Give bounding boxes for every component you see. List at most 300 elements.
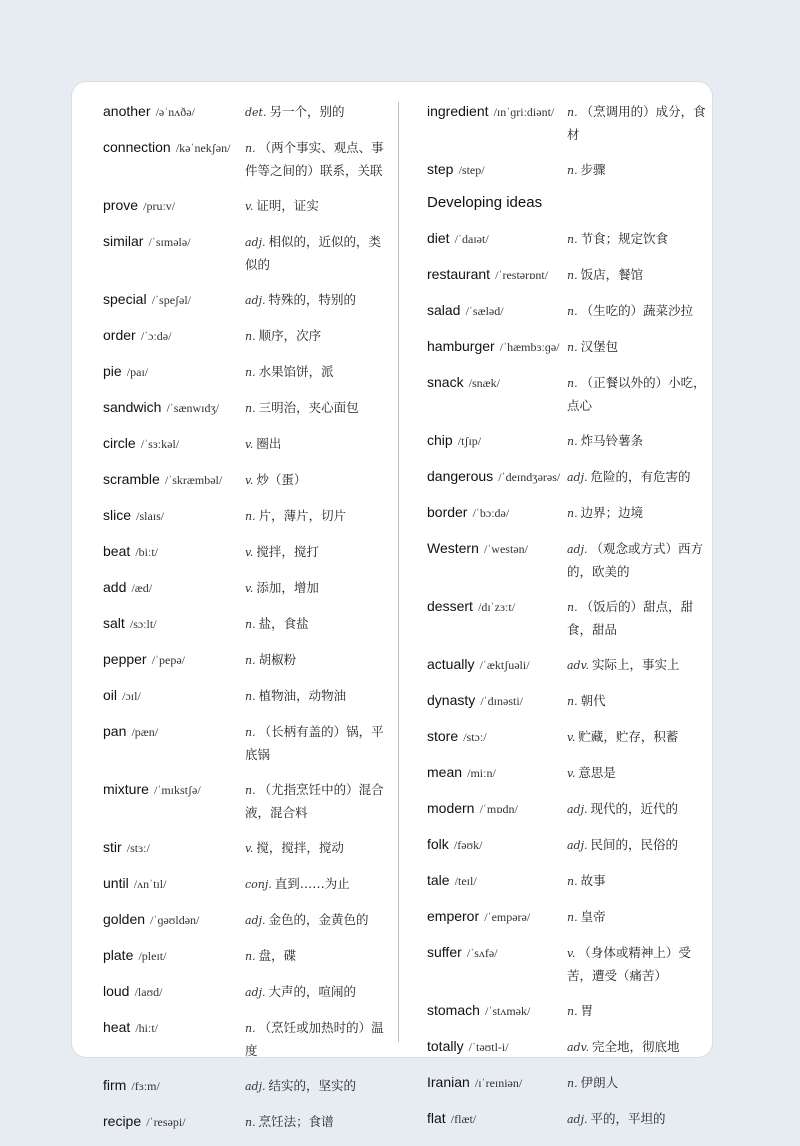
- entry-word: mixture: [103, 781, 149, 797]
- vocab-entry: [427, 371, 717, 416]
- entry-word: emperor: [427, 908, 480, 924]
- vocab-entry: [427, 100, 717, 145]
- entry-headword: [103, 944, 245, 967]
- vocab-entry: [427, 653, 717, 676]
- entry-definition: [245, 980, 393, 1003]
- entry-definition: [567, 100, 715, 145]
- entry-headword: [427, 941, 567, 964]
- entry-meaning: 故事: [580, 873, 606, 888]
- vocab-entry: [103, 778, 393, 823]
- entry-word: pie: [103, 363, 122, 379]
- entry-word: connection: [103, 139, 171, 155]
- entry-definition: [245, 576, 393, 599]
- entry-headword: [103, 288, 245, 311]
- entry-meaning: 三明治，夹心面包: [258, 400, 359, 415]
- entry-definition: [245, 720, 393, 765]
- entry-phonetic: /stɔː/: [463, 730, 487, 744]
- entry-definition: [567, 465, 715, 488]
- entry-word: another: [103, 103, 151, 119]
- entry-meaning: 烹饪法；食谱: [258, 1114, 334, 1129]
- entry-meaning: 炒（蛋）: [256, 472, 307, 487]
- entry-phonetic: /ˈdaɪət/: [454, 232, 489, 246]
- entry-part-of-speech: adj.: [245, 986, 266, 999]
- entry-word: golden: [103, 911, 146, 927]
- entry-definition: [567, 501, 715, 524]
- entry-headword: [427, 1071, 567, 1094]
- entry-definition: [245, 1016, 393, 1061]
- entry-phonetic: /ˈbɔːdə/: [472, 506, 510, 520]
- entry-meaning: （尤指烹饪中的）混合液，混合料: [245, 782, 384, 820]
- entry-part-of-speech: n.: [567, 233, 578, 246]
- entry-word: prove: [103, 197, 139, 213]
- vocab-entry: [427, 465, 717, 488]
- entry-phonetic: /ˈpepə/: [151, 653, 186, 667]
- vocab-entry: [427, 905, 717, 928]
- entry-part-of-speech: adj.: [245, 294, 266, 307]
- vocab-entry: [427, 833, 717, 856]
- entry-phonetic: /ɔɪl/: [122, 689, 141, 703]
- vocab-entry: [103, 360, 393, 383]
- entry-meaning: 平的，平坦的: [590, 1111, 666, 1126]
- entry-definition: [245, 612, 393, 635]
- entry-headword: [103, 1016, 245, 1039]
- entry-word: stir: [103, 839, 122, 855]
- entry-headword: [103, 468, 245, 491]
- entry-phonetic: /ˈtəʊtl-i/: [468, 1040, 509, 1054]
- entry-phonetic: /fɜːm/: [131, 1079, 160, 1093]
- vocab-entry: [427, 941, 717, 986]
- entry-word: mean: [427, 764, 463, 780]
- entry-part-of-speech: n.: [245, 366, 256, 379]
- entry-part-of-speech: n.: [567, 269, 578, 282]
- entry-word: dangerous: [427, 468, 494, 484]
- vocab-entry: [103, 136, 393, 181]
- entry-definition: [567, 761, 715, 784]
- entry-phonetic: /ˈrestərɒnt/: [495, 268, 549, 282]
- entry-headword: [427, 1107, 567, 1130]
- entry-meaning: 金色的，金黄色的: [268, 912, 369, 927]
- entry-meaning: 结实的，坚实的: [268, 1078, 357, 1093]
- vocab-entry: [103, 230, 393, 275]
- entry-word: hamburger: [427, 338, 495, 354]
- entry-definition: [245, 396, 393, 419]
- entry-definition: [245, 100, 393, 123]
- entry-definition: [245, 778, 393, 823]
- entry-phonetic: /ˈempərə/: [484, 910, 531, 924]
- entry-word: diet: [427, 230, 450, 246]
- entry-definition: [567, 797, 715, 820]
- entry-phonetic: /ˈsʌfə/: [466, 946, 498, 960]
- entry-meaning: 汉堡包: [580, 339, 619, 354]
- entry-phonetic: /paɪ/: [126, 365, 149, 379]
- entry-meaning: （烹调用的）成分，食材: [567, 104, 706, 142]
- entry-definition: [245, 684, 393, 707]
- entry-definition: [567, 999, 715, 1022]
- entry-definition: [245, 136, 393, 181]
- entry-definition: [567, 371, 715, 416]
- entry-definition: [245, 230, 393, 275]
- entry-part-of-speech: n.: [567, 875, 578, 888]
- entry-meaning: 完全地，彻底地: [592, 1039, 680, 1054]
- entry-word: loud: [103, 983, 130, 999]
- entry-headword: [103, 100, 245, 123]
- entry-headword: [427, 263, 567, 286]
- entry-headword: [103, 230, 245, 253]
- entry-part-of-speech: conj.: [245, 878, 272, 891]
- entry-headword: [427, 905, 567, 928]
- entry-phonetic: /ˈsɪmələ/: [148, 235, 191, 249]
- entry-part-of-speech: adj.: [567, 543, 588, 556]
- entry-meaning: （长柄有盖的）锅，平底锅: [245, 724, 384, 762]
- entry-phonetic: /biːt/: [135, 545, 159, 559]
- entry-phonetic: /ˈdeɪndʒərəs/: [498, 470, 561, 484]
- entry-phonetic: /slaɪs/: [136, 509, 165, 523]
- entry-definition: [245, 288, 393, 311]
- entry-meaning: 搅，搅拌，搅动: [256, 840, 344, 855]
- entry-definition: [567, 595, 715, 640]
- entry-definition: [567, 1107, 715, 1130]
- entry-headword: [103, 836, 245, 859]
- entry-definition: [245, 504, 393, 527]
- entry-word: firm: [103, 1077, 127, 1093]
- entry-part-of-speech: adj.: [245, 914, 266, 927]
- entry-headword: [427, 999, 567, 1022]
- entry-phonetic: /ˈdɪnəsti/: [480, 694, 524, 708]
- entry-definition: [245, 194, 393, 217]
- entry-word: plate: [103, 947, 134, 963]
- entry-definition: [245, 648, 393, 671]
- vocab-entry: [427, 299, 717, 322]
- entry-definition: [245, 432, 393, 455]
- entry-definition: [567, 725, 715, 748]
- entry-part-of-speech: n.: [245, 1116, 256, 1129]
- entry-meaning: 皇帝: [580, 909, 606, 924]
- entry-headword: [103, 360, 245, 383]
- entry-part-of-speech: n.: [245, 690, 256, 703]
- entry-word: totally: [427, 1038, 464, 1054]
- entry-headword: [427, 595, 567, 618]
- entry-phonetic: /æd/: [131, 581, 153, 595]
- entry-part-of-speech: n.: [245, 784, 256, 797]
- vocab-entry: [427, 725, 717, 748]
- entry-headword: [103, 980, 245, 1003]
- vocab-entry: [103, 836, 393, 859]
- entry-definition: [245, 540, 393, 563]
- entry-part-of-speech: n.: [567, 377, 578, 390]
- entry-word: folk: [427, 836, 449, 852]
- entry-definition: [567, 833, 715, 856]
- entry-phonetic: /miːn/: [467, 766, 496, 780]
- entry-phonetic: /snæk/: [468, 376, 501, 390]
- entry-meaning: （两个事实、观点、事件等之间的）联系，关联: [245, 140, 384, 178]
- entry-meaning: 贮藏，贮存，积蓄: [578, 729, 679, 744]
- entry-headword: [427, 227, 567, 250]
- entry-part-of-speech: v.: [245, 200, 254, 213]
- entry-phonetic: /laʊd/: [134, 985, 163, 999]
- entry-phonetic: /flæt/: [450, 1112, 477, 1126]
- entry-part-of-speech: det.: [245, 106, 267, 119]
- entry-meaning: 盘，碟: [258, 948, 297, 963]
- entry-part-of-speech: adj.: [567, 839, 588, 852]
- entry-definition: [245, 944, 393, 967]
- vocab-entry: [427, 1071, 717, 1094]
- entry-headword: [427, 833, 567, 856]
- entry-meaning: （烹饪或加热时的）温度: [245, 1020, 384, 1058]
- entry-meaning: 盐，食盐: [258, 616, 309, 631]
- entry-meaning: 另一个，别的: [269, 104, 345, 119]
- entry-definition: [567, 905, 715, 928]
- entry-part-of-speech: n.: [567, 1077, 578, 1090]
- entry-meaning: （身体或精神上）受苦，遭受（痛苦）: [567, 945, 691, 983]
- vocab-entry: [427, 869, 717, 892]
- entry-meaning: （观念或方式）西方的，欧美的: [567, 541, 704, 579]
- entry-meaning: 节食；规定饮食: [580, 231, 669, 246]
- entry-word: scramble: [103, 471, 160, 487]
- entry-word: salt: [103, 615, 125, 631]
- entry-definition: [245, 360, 393, 383]
- vocab-entry: [103, 576, 393, 599]
- vocab-entry: [427, 999, 717, 1022]
- entry-headword: [103, 194, 245, 217]
- entry-part-of-speech: adv.: [567, 1041, 590, 1054]
- entry-word: add: [103, 579, 127, 595]
- entry-word: chip: [427, 432, 453, 448]
- entry-phonetic: /ˈspeʃəl/: [151, 293, 192, 307]
- entry-headword: [427, 158, 567, 181]
- entry-meaning: 相似的，近似的，类似的: [245, 234, 382, 272]
- entry-headword: [103, 1074, 245, 1097]
- entry-definition: [567, 869, 715, 892]
- entry-phonetic: /ɪnˈɡriːdiənt/: [493, 105, 555, 119]
- entry-meaning: 顺序，次序: [258, 328, 322, 343]
- entry-word: restaurant: [427, 266, 491, 282]
- entry-headword: [427, 1035, 567, 1058]
- entry-definition: [245, 872, 393, 895]
- entry-part-of-speech: n.: [245, 142, 256, 155]
- entry-part-of-speech: n.: [567, 341, 578, 354]
- entry-phonetic: /ˈæktʃuəli/: [479, 658, 530, 672]
- entry-definition: [245, 1074, 393, 1097]
- entry-meaning: 特殊的，特别的: [268, 292, 357, 307]
- entry-phonetic: /ˈresəpi/: [146, 1115, 186, 1129]
- vocab-entry: [427, 158, 717, 181]
- entry-part-of-speech: n.: [245, 726, 256, 739]
- vocab-entry: [103, 432, 393, 455]
- entry-meaning: 水果馅饼，派: [258, 364, 334, 379]
- vocab-entry: [103, 980, 393, 1003]
- entry-word: beat: [103, 543, 131, 559]
- entry-meaning: 饭店，餐馆: [580, 267, 644, 282]
- entry-meaning: 大声的，喧闹的: [268, 984, 357, 999]
- entry-part-of-speech: n.: [567, 601, 578, 614]
- entry-definition: [567, 689, 715, 712]
- entry-phonetic: /pleɪt/: [138, 949, 167, 963]
- entry-headword: [103, 576, 245, 599]
- entry-headword: [103, 324, 245, 347]
- entry-headword: [427, 725, 567, 748]
- vocab-entry: [103, 396, 393, 419]
- entry-definition: [245, 324, 393, 347]
- entry-word: oil: [103, 687, 118, 703]
- entry-definition: [567, 537, 715, 582]
- entry-part-of-speech: n.: [567, 1005, 578, 1018]
- entry-headword: [427, 501, 567, 524]
- vocab-entry: [427, 595, 717, 640]
- vocab-entry: [103, 100, 393, 123]
- entry-meaning: （生吃的）蔬菜沙拉: [580, 303, 694, 318]
- entry-word: ingredient: [427, 103, 489, 119]
- entry-definition: [245, 908, 393, 931]
- entry-phonetic: /ˈmɪkstʃə/: [154, 783, 201, 797]
- entry-part-of-speech: n.: [245, 950, 256, 963]
- entry-headword: [427, 869, 567, 892]
- entry-word: flat: [427, 1110, 446, 1126]
- entry-word: tale: [427, 872, 450, 888]
- entry-part-of-speech: n.: [245, 618, 256, 631]
- column-divider: [398, 102, 399, 1042]
- entry-part-of-speech: n.: [567, 164, 578, 177]
- entry-part-of-speech: v.: [567, 731, 576, 744]
- entry-definition: [245, 468, 393, 491]
- entry-headword: [103, 396, 245, 419]
- entry-word: pan: [103, 723, 127, 739]
- entry-word: Iranian: [427, 1074, 470, 1090]
- entry-part-of-speech: v.: [567, 947, 576, 960]
- entry-word: step: [427, 161, 454, 177]
- entry-meaning: 步骤: [580, 162, 606, 177]
- entry-part-of-speech: n.: [567, 305, 578, 318]
- entry-phonetic: /pruːv/: [143, 199, 176, 213]
- entry-word: sandwich: [103, 399, 162, 415]
- vocab-entry: [103, 468, 393, 491]
- entry-meaning: 意思是: [578, 765, 616, 780]
- entry-phonetic: /kəˈnekʃən/: [175, 141, 231, 155]
- entry-headword: [427, 335, 567, 358]
- entry-meaning: 现代的，近代的: [590, 801, 679, 816]
- vocab-entry: [103, 1074, 393, 1097]
- entry-definition: [567, 335, 715, 358]
- entry-word: order: [103, 327, 136, 343]
- vocab-entry: [103, 612, 393, 635]
- vocab-entry: [427, 1035, 717, 1058]
- vocab-entry: [427, 501, 717, 524]
- entry-headword: [103, 540, 245, 563]
- entry-headword: [103, 648, 245, 671]
- entry-meaning: 民间的，民俗的: [590, 837, 679, 852]
- entry-word: pepper: [103, 651, 147, 667]
- entry-headword: [103, 432, 245, 455]
- entry-meaning: 炸马铃薯条: [580, 433, 644, 448]
- entry-headword: [103, 720, 245, 743]
- entry-phonetic: /ˈɔːdə/: [140, 329, 172, 343]
- entry-part-of-speech: v.: [245, 546, 254, 559]
- entry-part-of-speech: adj.: [245, 236, 266, 249]
- entry-word: stomach: [427, 1002, 480, 1018]
- entry-part-of-speech: n.: [567, 435, 578, 448]
- entry-phonetic: /ʌnˈtɪl/: [133, 877, 167, 891]
- entry-meaning: 片，薄片，切片: [258, 508, 347, 523]
- entry-headword: [103, 684, 245, 707]
- entry-word: dynasty: [427, 692, 476, 708]
- vocab-entry: [103, 288, 393, 311]
- entry-headword: [427, 653, 567, 676]
- vocab-entry: [103, 684, 393, 707]
- entry-phonetic: /ˈhæmbɜːɡə/: [499, 340, 560, 354]
- entry-phonetic: /ˈstʌmək/: [485, 1004, 531, 1018]
- entry-meaning: （正餐以外的）小吃，点心: [567, 375, 706, 413]
- entry-part-of-speech: adv.: [567, 659, 590, 672]
- entry-word: slice: [103, 507, 132, 523]
- entry-headword: [427, 299, 567, 322]
- entry-headword: [427, 465, 567, 488]
- entry-meaning: 胃: [580, 1003, 594, 1018]
- entry-word: salad: [427, 302, 461, 318]
- entry-phonetic: /ˈmɒdn/: [479, 802, 518, 816]
- entry-part-of-speech: n.: [245, 402, 256, 415]
- entry-part-of-speech: n.: [245, 1022, 256, 1035]
- entry-meaning: 胡椒粉: [258, 652, 297, 667]
- entry-word: border: [427, 504, 468, 520]
- entry-headword: [427, 100, 567, 123]
- entry-part-of-speech: n.: [567, 695, 578, 708]
- entry-headword: [427, 537, 567, 560]
- entry-part-of-speech: n.: [245, 510, 256, 523]
- entry-headword: [103, 136, 245, 159]
- entry-meaning: 实际上，事实上: [592, 657, 680, 672]
- entry-headword: [103, 778, 245, 801]
- entry-headword: [103, 504, 245, 527]
- entry-headword: [427, 797, 567, 820]
- vocab-entry: [427, 1107, 717, 1130]
- entry-phonetic: /stɜː/: [126, 841, 150, 855]
- entry-headword: [427, 429, 567, 452]
- entry-phonetic: /ˈsɜːkəl/: [140, 437, 180, 451]
- entry-word: store: [427, 728, 459, 744]
- entry-headword: [103, 908, 245, 931]
- right-column: [427, 100, 717, 1143]
- vocab-entry: [427, 429, 717, 452]
- entry-definition: [567, 1071, 715, 1094]
- entry-phonetic: /sɔːlt/: [129, 617, 157, 631]
- entry-part-of-speech: n.: [567, 911, 578, 924]
- vocab-entry: [103, 324, 393, 347]
- vocab-entry: [103, 872, 393, 895]
- vocab-entry: [103, 504, 393, 527]
- entry-headword: [427, 371, 567, 394]
- entry-phonetic: /ɪˈreɪniən/: [474, 1076, 523, 1090]
- entry-phonetic: /ˈsænwɪdʒ/: [166, 401, 220, 415]
- vocab-entry: [427, 537, 717, 582]
- entry-part-of-speech: n.: [245, 654, 256, 667]
- entry-meaning: 危险的，有危害的: [590, 469, 691, 484]
- entry-part-of-speech: v.: [567, 767, 576, 780]
- section-title: Developing ideas: [427, 194, 543, 211]
- vocab-entry: [103, 720, 393, 765]
- entry-word: snack: [427, 374, 464, 390]
- entry-meaning: 伊朗人: [580, 1075, 619, 1090]
- entry-meaning: 植物油，动物油: [258, 688, 347, 703]
- entry-definition: [567, 227, 715, 250]
- entry-phonetic: /dɪˈzɜːt/: [478, 600, 516, 614]
- entry-phonetic: /teɪl/: [454, 874, 477, 888]
- entry-phonetic: /fəʊk/: [453, 838, 483, 852]
- vocab-entry: [427, 761, 717, 784]
- entry-word: similar: [103, 233, 144, 249]
- vocab-entry: [103, 540, 393, 563]
- vocab-entry: [427, 797, 717, 820]
- entry-phonetic: /ˈsæləd/: [465, 304, 504, 318]
- entry-meaning: 直到……为止: [274, 876, 350, 891]
